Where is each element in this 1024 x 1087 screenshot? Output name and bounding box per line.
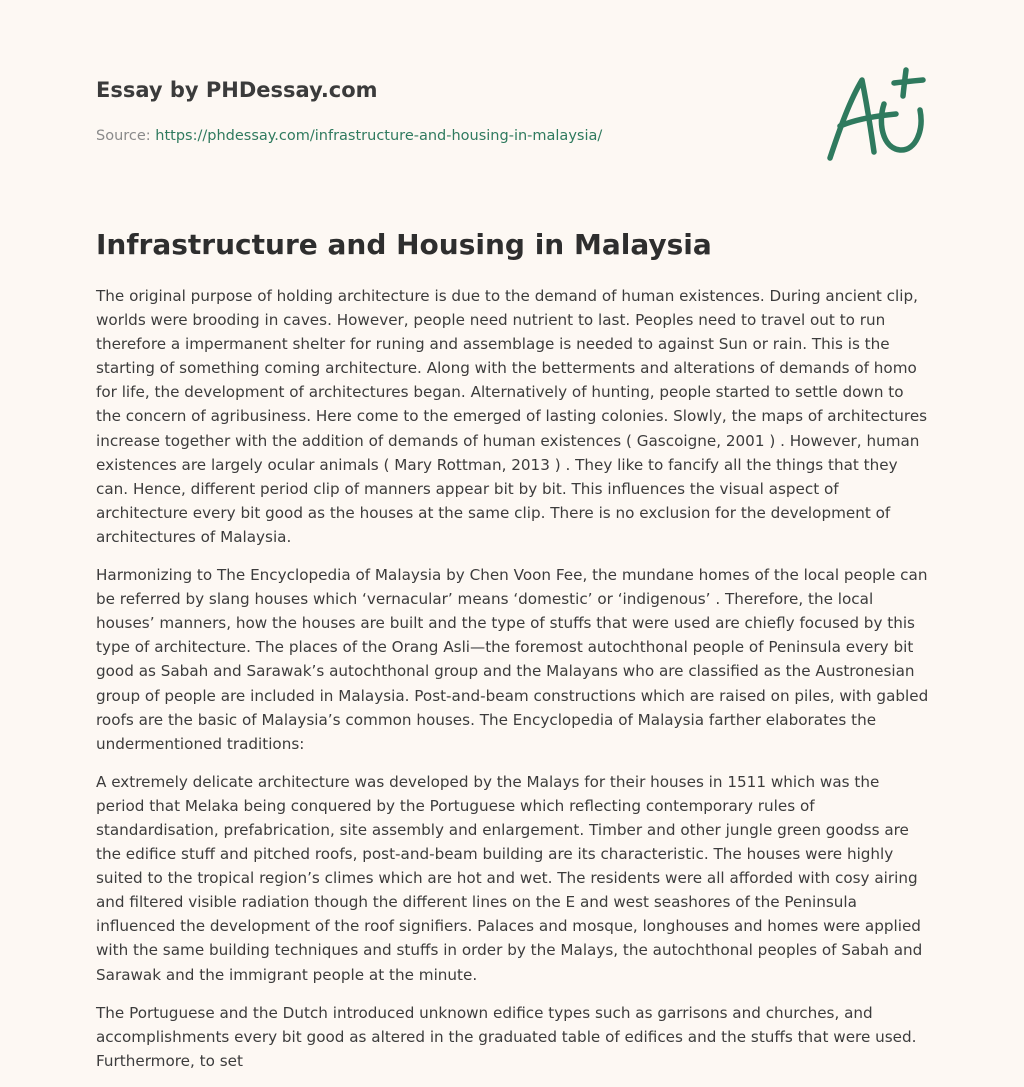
brand-title: Essay by PHDessay.com [96,78,378,102]
essay-header [96,76,796,146]
essay-title: Infrastructure and Housing in Malaysia [96,228,712,261]
essay-paragraph: The original purpose of holding architecture is due to the demand of human existences. During ancient clip, worlds were brooding in caves. However, people need nutrient to last. Peoples need to travel out to run therefore a impermanent shelter for runing and assemblage is needed to against Sun or rain. This is the starting of something coming architecture. Along with the betterments and alterations of demands of homo for life, the development of architectures began. Alternatively of hunting, people started to settle down to the concern of agribusiness. Here come to the emerged of lasting colonies. Slowly, the maps of architectures increase together with the addition of demands of human existences ( Gascoigne, 2001 ) . However, human existences are largely ocular animals ( Mary Rottman, 2013 ) . They like to fancify all the things that they can. Hence, different period clip of manners appear bit by bit. This influences the visual aspect of architecture every bit good as the houses at the same clip. There is no exclusion for the development of architectures of Malaysia. [96,287,928,546]
source-label: Source: [96,128,156,144]
a-plus-logo-icon [820,66,932,166]
logo-plus-horizontal [894,80,923,83]
a-plus-logo-svg [820,66,932,166]
logo-loop [881,104,921,150]
essay-paragraph: The Portuguese and the Dutch introduced unknown edifice types such as garrisons and churches, and accomplishments every bit good as altered in the graduated table of edifices and the stuffs that were used. Furthermore, to set [96,1003,917,1070]
essay-paragraph: Harmonizing to The Encyclopedia of Malaysia by Chen Voon Fee, the mundane homes of the local people can be referred by slang houses which ‘vernacular’ means ‘domestic’ or ‘indigenous’ . Therefore, the local houses’ manners, how the houses are built and the type of stuffs that were used are chiefly focused by this type of architecture. The places of the Orang Asli—the foremost autochthonal people of Peninsula every bit good as Sabah and Sarawak’s autochthonal group and the Malayans who are classified as the Austronesian group of people are included in Malaysia. Post-and-beam constructions which are raised on piles, with gabled roofs are the basic of Malaysia’s common houses. The Encyclopedia of Malaysia farther elaborates the undermentioned traditions: [96,566,929,753]
source-link[interactable]: https://phdessay.com/infrastructure-and-housing-in-malaysia/ [155,128,603,144]
essay-paragraph: A extremely delicate architecture was developed by the Malays for their houses in 1511 which was the period that Melaka being conquered by the Portuguese which reflecting contemporary rules of standardisation, prefabrication, site assembly and enlargement. Timber and other jungle green goodss are the edifice stuff and pitched roofs, post-and-beam building are its characteristic. The houses were highly suited to the tropical region’s climes which are hot and wet. The residents were all afforded with cosy airing and filtered visible radiation though the different lines on the E and west seashores of the Peninsula influenced the development of the roof signifiers. Palaces and mosque, longhouses and homes were applied with the same building techniques and stuffs in order by the Malays, the autochthonal peoples of Sabah and Sarawak and the immigrant people at the minute. [96,772,923,984]
source-line [96,126,796,146]
essay-body [96,284,930,1087]
